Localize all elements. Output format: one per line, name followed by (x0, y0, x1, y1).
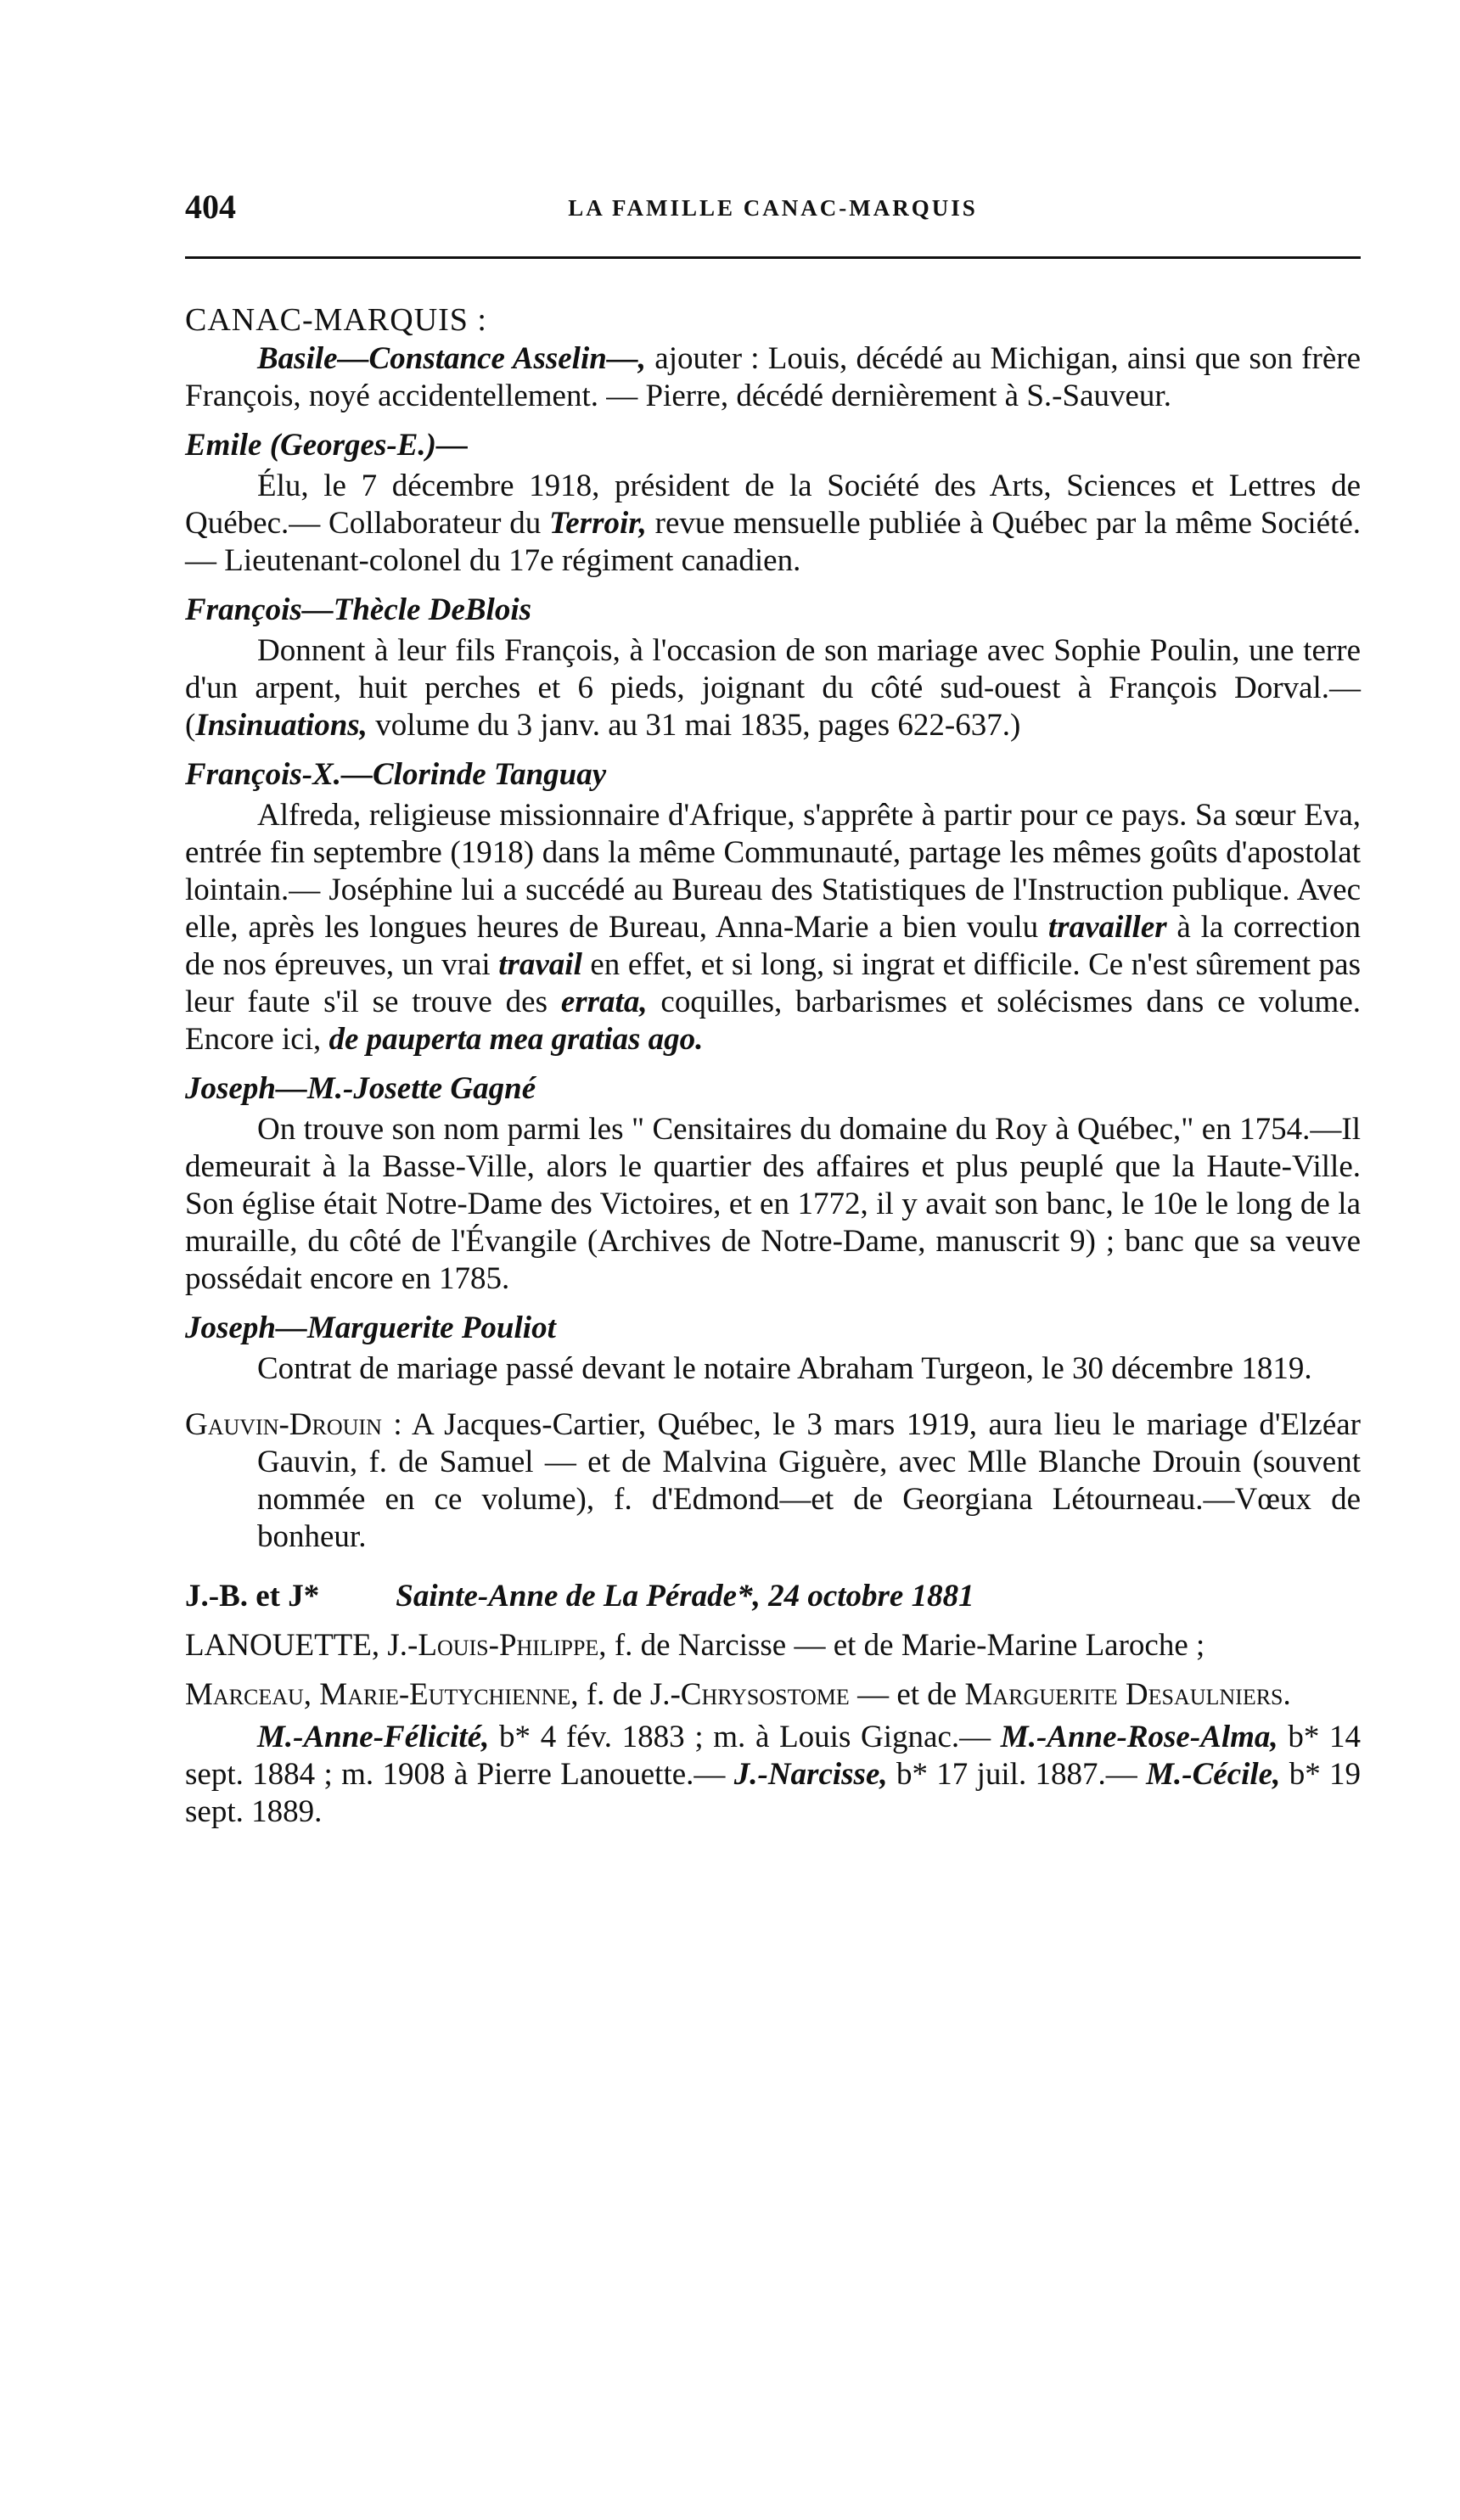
mother-name: Marguerite Desaulniers. (964, 1677, 1291, 1712)
parish-line (185, 1578, 1361, 1615)
entry-italic: travailler (1047, 910, 1167, 945)
entry-text: f. de (578, 1677, 650, 1712)
entry-marceau (185, 1676, 1361, 1714)
entry-name: Marceau, Marie-Eutychienne, (185, 1677, 579, 1712)
entry-text: — et de (849, 1677, 965, 1712)
child-text: b* 14 sept. 1884 ; m. 1908 à Pierre Lanouette.— (185, 1720, 1361, 1792)
child-text: b* 17 juil. 1887.— (887, 1757, 1147, 1792)
entry-text: Donnent à leur fils François, à l'occasion de son mariage avec Sophie Poulin, une terre d'un arpent, huit perches et 6 pieds, joignant du côté sud-ouest à François Dorval.— ( (185, 633, 1361, 743)
entry-italic: Terroir, (549, 506, 647, 541)
parish-left: J.-B. et J* (185, 1579, 320, 1614)
entry-emile (185, 468, 1361, 580)
entry-joseph-gagne (185, 1111, 1361, 1298)
running-head (185, 187, 1361, 238)
entry-italic: de pauperta mea gratias ago. (328, 1022, 704, 1057)
entry-francois (185, 632, 1361, 744)
page-number: 404 (185, 188, 236, 226)
entry-text: à la correction de nos épreuves, un vrai (185, 910, 1361, 982)
entry-text: en effet, et si long, si ingrat et difficile. Ce n'est sûrement pas leur faute s'il se trouve des (185, 947, 1361, 1019)
entry-text: On trouve son nom parmi les " Censitaires du domaine du Roy à Québec," en 1754.—Il demeurait à la Basse-Ville, alors le quartier des affaires et plus peuplé que la Haute-Ville. Son église était Notre-Dame des Victoires, et en 1772, il y avait son banc, le 10e le long de la muraille, du côté de l'Évangile (Archives de Notre-Dame, manuscrit 9) ; banc que sa veuve possédait encore en 1785. (185, 1112, 1361, 1296)
entry-text: f. de Narcisse — et de Marie-Marine Laroche ; (606, 1628, 1205, 1663)
entry-heading: François—Thècle DeBlois (185, 592, 532, 627)
child-name: M.-Cécile, (1146, 1757, 1281, 1792)
entry-children (185, 1719, 1361, 1831)
running-title: LA FAMILLE CANAC-MARQUIS (568, 195, 978, 221)
father-name: J.-Chrysostome (649, 1677, 850, 1712)
section-title: CANAC-MARQUIS : (185, 302, 487, 338)
entry-italic: Insinuations, (195, 708, 368, 743)
entry-text: Alfreda, religieuse missionnaire d'Afrique, s'apprête à partir pour ce pays. Sa sœur Eva, entrée fin septembre (1918) dans la même Communauté, partage les mêmes goûts d'apostolat lointain.— Joséphine lui a succédé au Bureau des Statistiques de l'Instruction publique. Avec elle, après les longues heures de Bureau, Anna-Marie a bien voulu (185, 798, 1361, 945)
entry-heading: Joseph—M.-Josette Gagné (185, 1071, 536, 1106)
header-rule (185, 256, 1361, 259)
child-name: M.-Anne-Félicité, (257, 1720, 490, 1754)
entry-lanouette (185, 1627, 1361, 1664)
entry-name: Gauvin-Drouin (185, 1407, 382, 1442)
entry-text: revue mensuelle publiée à Québec par la même Société.— Lieutenant-colonel du 17e régiment canadien. (185, 506, 1361, 578)
entry-text: Élu, le 7 décembre 1918, président de la Société des Arts, Sciences et Lettres de Québec.— Collaborateur du (185, 469, 1361, 541)
entry-name: LANOUETTE, J.-Louis-Philippe, (185, 1628, 607, 1663)
entry-heading: Emile (Georges-E.)— (185, 428, 468, 463)
entry-heading: Basile—Constance Asselin—, (257, 341, 647, 376)
entry-text: ajouter : Louis, décédé au Michigan, ainsi que son frère François, noyé accidentellement. — Pierre, décédé dernièrement à S.-Sauveur. (185, 341, 1361, 413)
entry-text: Contrat de mariage passé devant le notaire Abraham Turgeon, le 30 décembre 1819. (257, 1351, 1312, 1386)
entry-gauvin-drouin (185, 1406, 1361, 1556)
page-body (185, 301, 1361, 1831)
entry-italic: errata, (560, 985, 648, 1019)
entry-joseph-pouliot (185, 1350, 1361, 1388)
entry-italic: travail (498, 947, 582, 982)
entry-francois-x (185, 797, 1361, 1058)
entry-text: : A Jacques-Cartier, Québec, le 3 mars 1919, aura lieu le mariage d'Elzéar Gauvin, f. de Samuel — et de Malvina Giguère, avec Mlle Blanche Drouin (souvent nommée en ce volume), f. d'Edmond—et de Georgiana Létourneau.—Vœux de bonheur. (257, 1407, 1361, 1554)
entry-text: volume du 3 janv. au 31 mai 1835, pages 622-637.) (367, 708, 1021, 743)
child-name: J.-Narcisse, (733, 1757, 888, 1792)
child-name: M.-Anne-Rose-Alma, (1000, 1720, 1278, 1754)
entry-text: coquilles, barbarismes et solécismes dans ce volume. Encore ici, (185, 985, 1361, 1057)
page (185, 187, 1361, 1831)
child-text: b* 4 fév. 1883 ; m. à Louis Gignac.— (489, 1720, 1001, 1754)
child-text: b* 19 sept. 1889. (185, 1757, 1362, 1829)
parish-place: Sainte-Anne de La Pérade*, 24 octobre 1881 (396, 1579, 974, 1614)
entry-heading: Joseph—Marguerite Pouliot (185, 1311, 556, 1345)
entry-basile (185, 340, 1361, 415)
entry-heading: François-X.—Clorinde Tanguay (185, 757, 607, 792)
